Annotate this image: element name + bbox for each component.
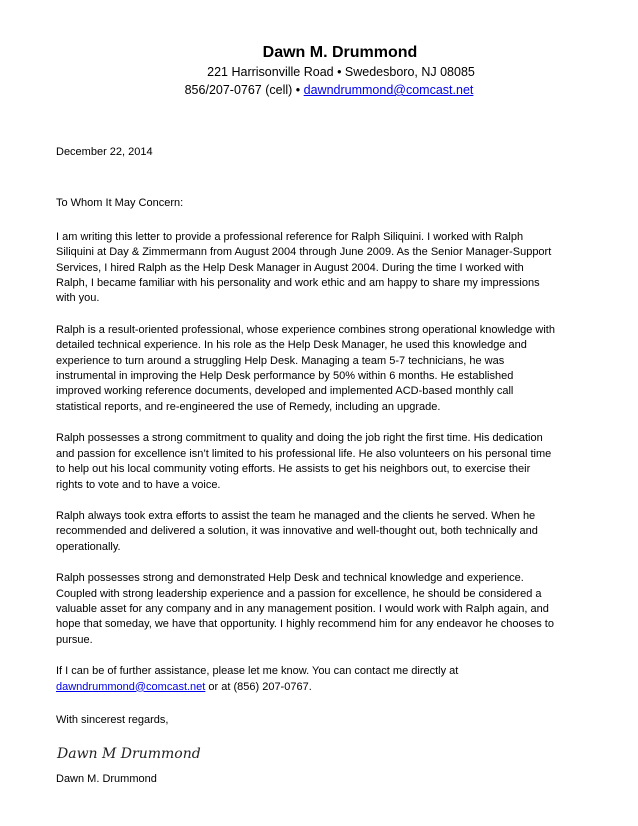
- paragraph-intro: I am writing this letter to provide a professional reference for Ralph Siliquini. I worked with Ralph Siliquini at Day & Zimmermann from August 2004 through June 2009. As the Senior Manager-Support Services, I hired Ralph as the Help Desk Manager in August 2004. During the time I worked with Ralph, I became familiar with his personality and work ethic and am happy to share my impressions with you.: [56, 230, 552, 305]
- author-address: 221 Harrisonville Road • Swedesboro, NJ 08085: [207, 65, 475, 79]
- paragraph-commitment: Ralph possesses a strong commitment to quality and doing the job right the first time. His dedication and passion for excellence isn’t limited to his professional life. He also volunteers on his personal time to help out his local community voting efforts. He assists to get his neighbors out, to exercise their rights to vote and to have a voice.: [56, 432, 552, 491]
- signature-text: Dawn M Drummond: [57, 746, 201, 763]
- letterhead: [0, 43, 638, 99]
- author-name: Dawn M. Drummond: [262, 44, 418, 61]
- author-contact: [20, 82, 638, 99]
- signed-name: Dawn M. Drummond: [56, 773, 157, 786]
- author-phone: 856/207-0767 (cell) •: [184, 83, 301, 97]
- letter-body: [56, 145, 556, 788]
- paragraph-recommendation: Ralph possesses strong and demonstrated Help Desk and technical knowledge and experience. Coupled with strong leadership experience and a passion for excellence, he should be considered a valuable asset for any company and in any management position. I would work with Ralph again, and hope that someday, we have that opportunity. I highly recommend him for any endeavor he chooses to pursue.: [56, 572, 554, 646]
- paragraph-contact: [56, 664, 556, 695]
- salutation: To Whom It May Concern:: [56, 197, 184, 210]
- letterhead-email-link[interactable]: dawndrummond@comcast.net: [303, 83, 474, 97]
- paragraph-experience: Ralph is a result-oriented professional, whose experience combines strong operational knowledge with detailed technical experience. In his role as the Help Desk Manager, he used this knowledge and experience to turn around a struggling Help Desk. Managing a team 5-7 technicians, he was instrumental in improving the Help Desk performance by 50% within 6 months. He established improved working reference documents, developed and implemented ACD-based monthly call statistical reports, and re-engineered the use of Remedy, including an upgrade.: [56, 323, 555, 413]
- contact-text: If I can be of further assistance, please let me know. You can contact me directly at: [56, 665, 459, 678]
- contact-email-link[interactable]: dawndrummond@comcast.net: [56, 680, 206, 693]
- contact-phone-text: or at (856) 207-0767.: [205, 680, 312, 693]
- paragraph-efforts: Ralph always took extra efforts to assist the team he managed and the clients he served. When he recommended and delivered a solution, it was innovative and well-thought out, both technically and operationally.: [56, 509, 538, 553]
- closing: With sincerest regards,: [56, 713, 169, 726]
- handwritten-signature: [56, 740, 206, 766]
- letter-date: December 22, 2014: [56, 146, 153, 158]
